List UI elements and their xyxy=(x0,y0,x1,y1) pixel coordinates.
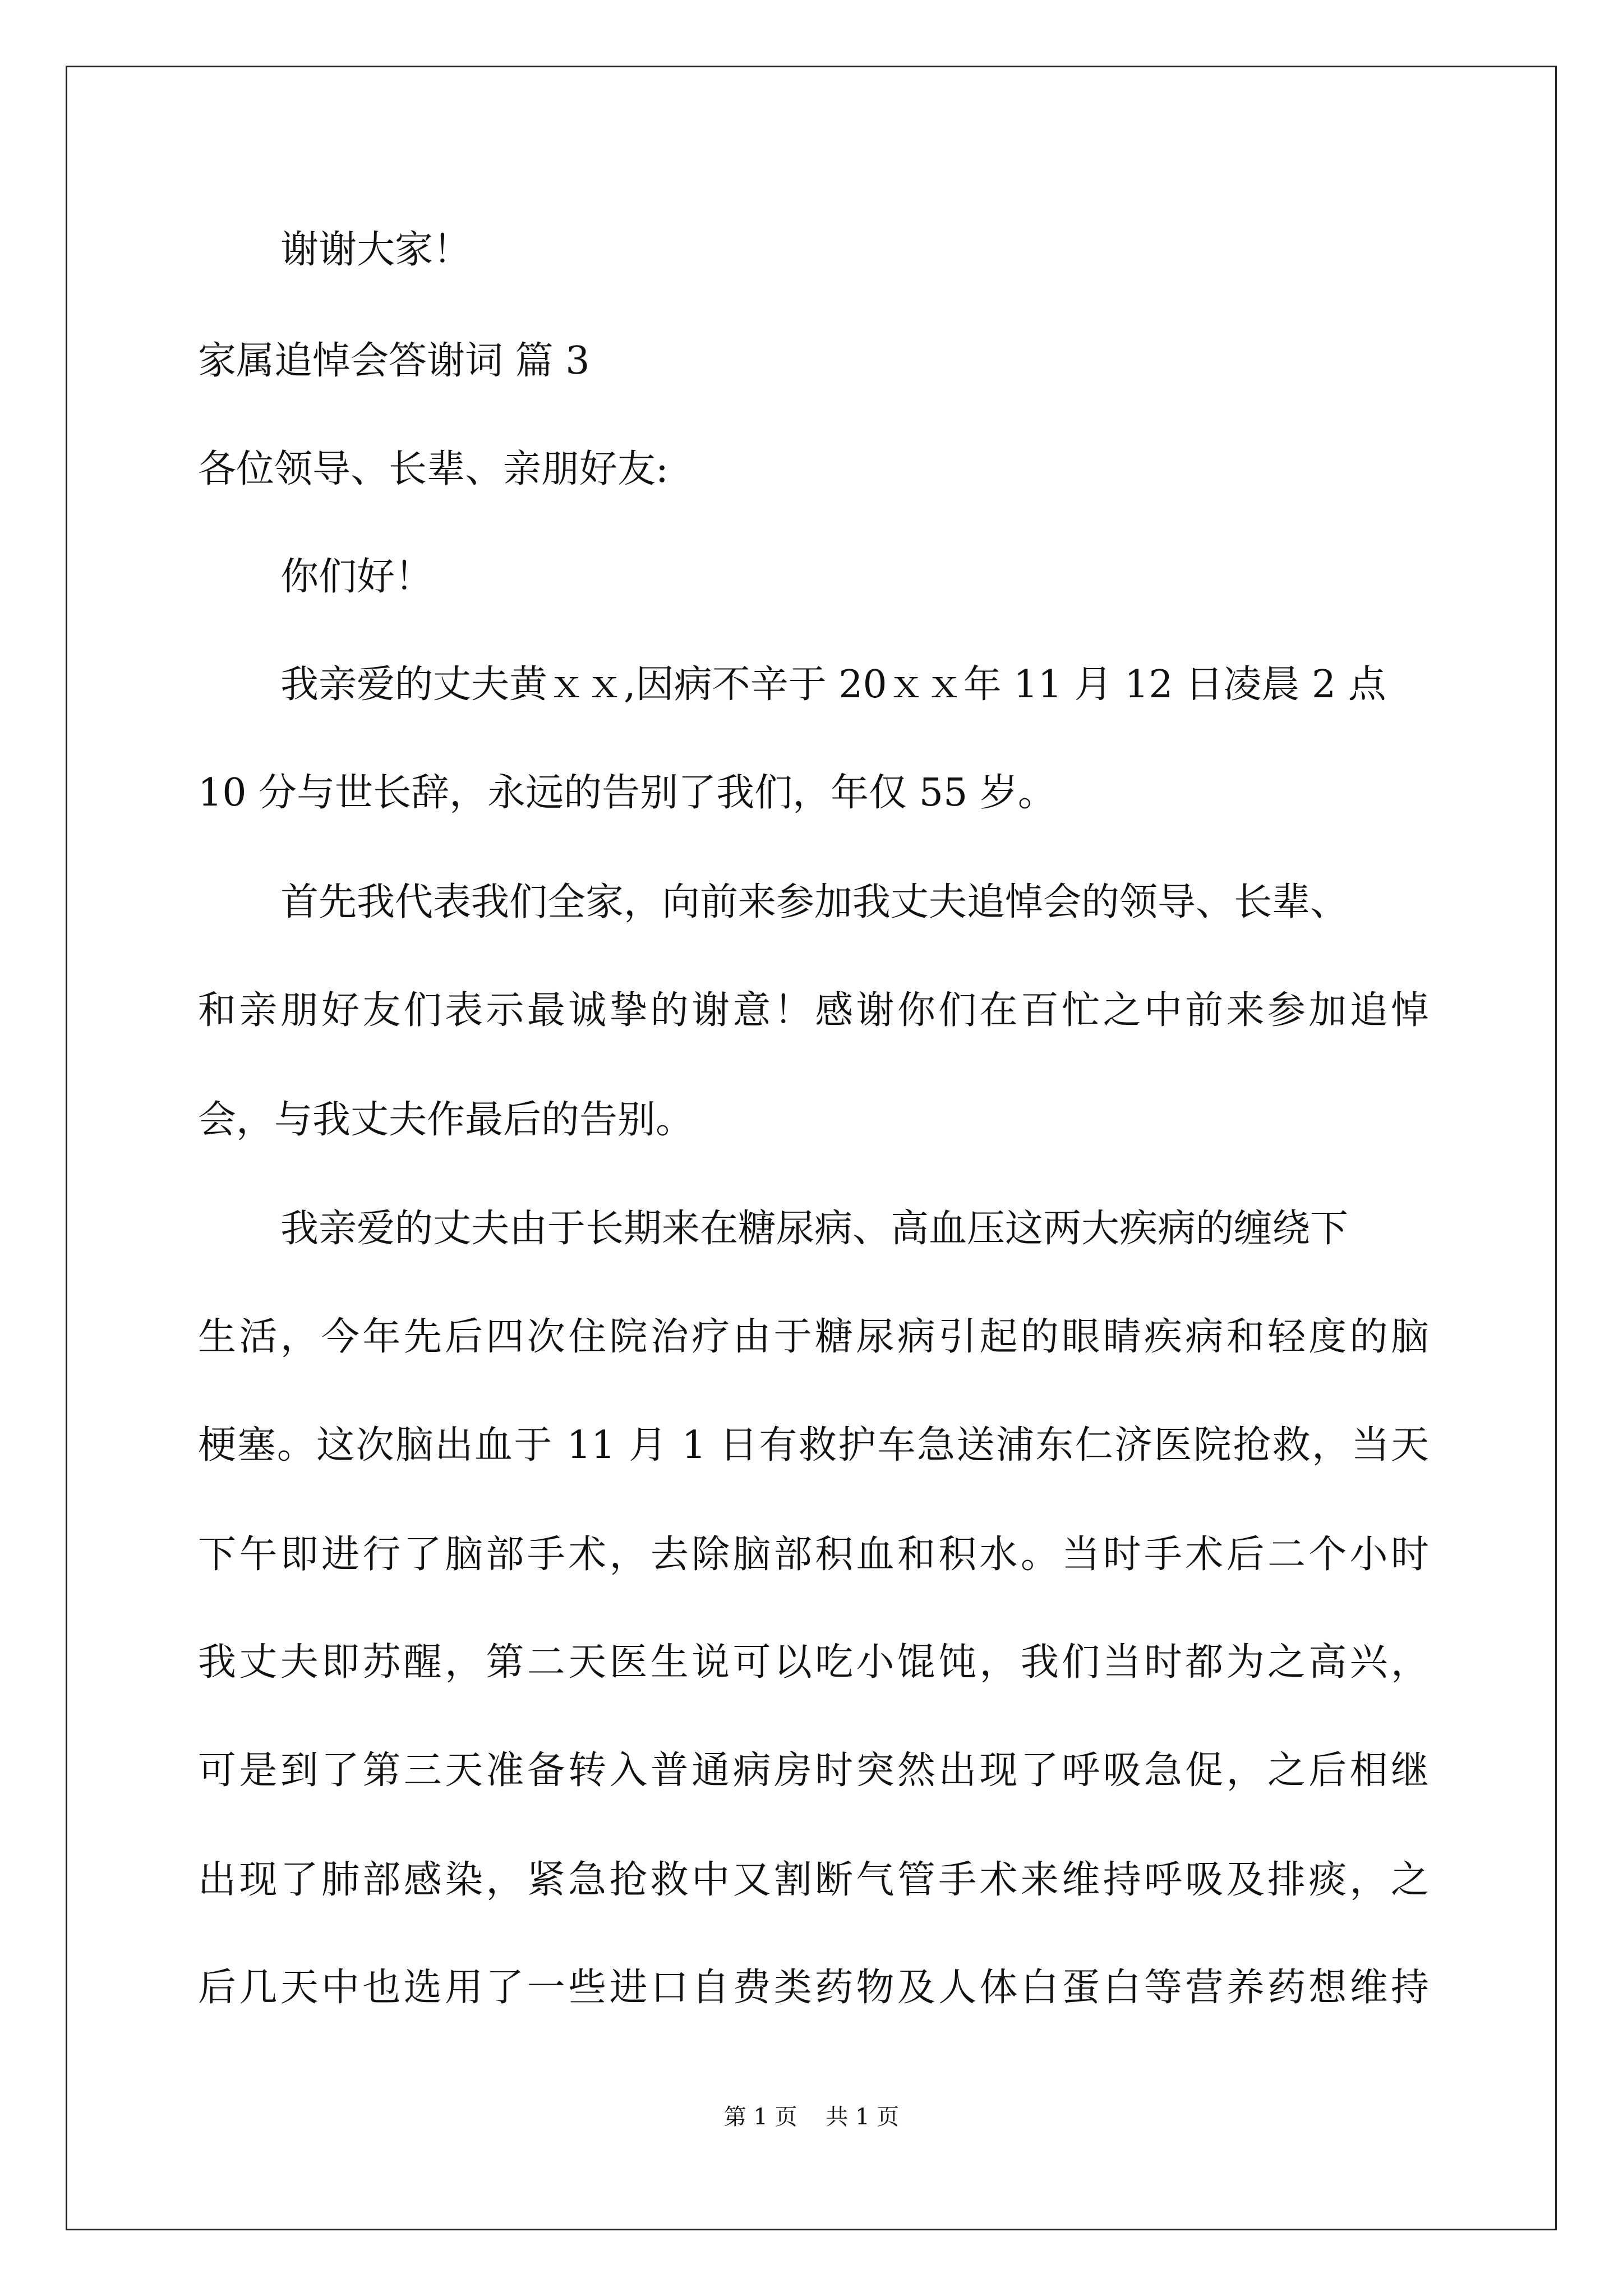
paragraph-1-line-1: 我亲爱的丈夫黄ｘｘ,因病不辛于 20ｘｘ年 11 月 12 日凌晨 2 点 xyxy=(280,662,1386,707)
paragraph-3-line-7: 出现了肺部感染，紧急抢救中又割断气管手术来维持呼吸及排痰，之 xyxy=(198,1858,1429,1902)
paragraph-3-line-2: 生活，今年先后四次住院治疗由于糖尿病引起的眼睛疾病和轻度的脑 xyxy=(198,1315,1429,1359)
paragraph-3-line-5: 我丈夫即苏醒，第二天医生说可以吃小馄饨，我们当时都为之高兴， xyxy=(198,1640,1429,1685)
paragraph-2-line-2: 和亲朋好友们表示最诚挚的谢意！感谢你们在百忙之中前来参加追悼 xyxy=(198,988,1429,1033)
paragraph-3-line-3: 梗塞。这次脑出血于 11 月 1 日有救护车急送浦东仁济医院抢救，当天 xyxy=(198,1423,1429,1467)
section-heading: 家属追悼会答谢词 篇 3 xyxy=(198,339,590,383)
paragraph-3-line-6: 可是到了第三天准备转入普通病房时突然出现了呼吸急促，之后相继 xyxy=(198,1749,1429,1793)
paragraph-1-line-2: 10 分与世长辞，永远的告别了我们，年仅 55 岁。 xyxy=(198,771,1056,815)
greeting-line: 你们好！ xyxy=(280,555,434,599)
paragraph-3-line-8: 后几天中也选用了一些进口自费类药物及人体白蛋白等营养药想维持 xyxy=(198,1966,1429,2010)
page-border xyxy=(66,66,1557,2230)
page-number-footer: 第 1 页 共 1 页 xyxy=(723,2104,900,2130)
closing-line: 谢谢大家！ xyxy=(280,228,472,272)
paragraph-2-line-3: 会，与我丈夫作最后的告别。 xyxy=(198,1098,694,1142)
salutation-line: 各位领导、长辈、亲朋好友: xyxy=(198,447,668,491)
paragraph-3-line-4: 下午即进行了脑部手术，去除脑部积血和积水。当时手术后二个小时 xyxy=(198,1533,1429,1577)
paragraph-2-line-1: 首先我代表我们全家，向前来参加我丈夫追悼会的领导、长辈、 xyxy=(280,880,1349,924)
paragraph-3-line-1: 我亲爱的丈夫由于长期来在糖尿病、高血压这两大疾病的缠绕下 xyxy=(280,1207,1349,1251)
